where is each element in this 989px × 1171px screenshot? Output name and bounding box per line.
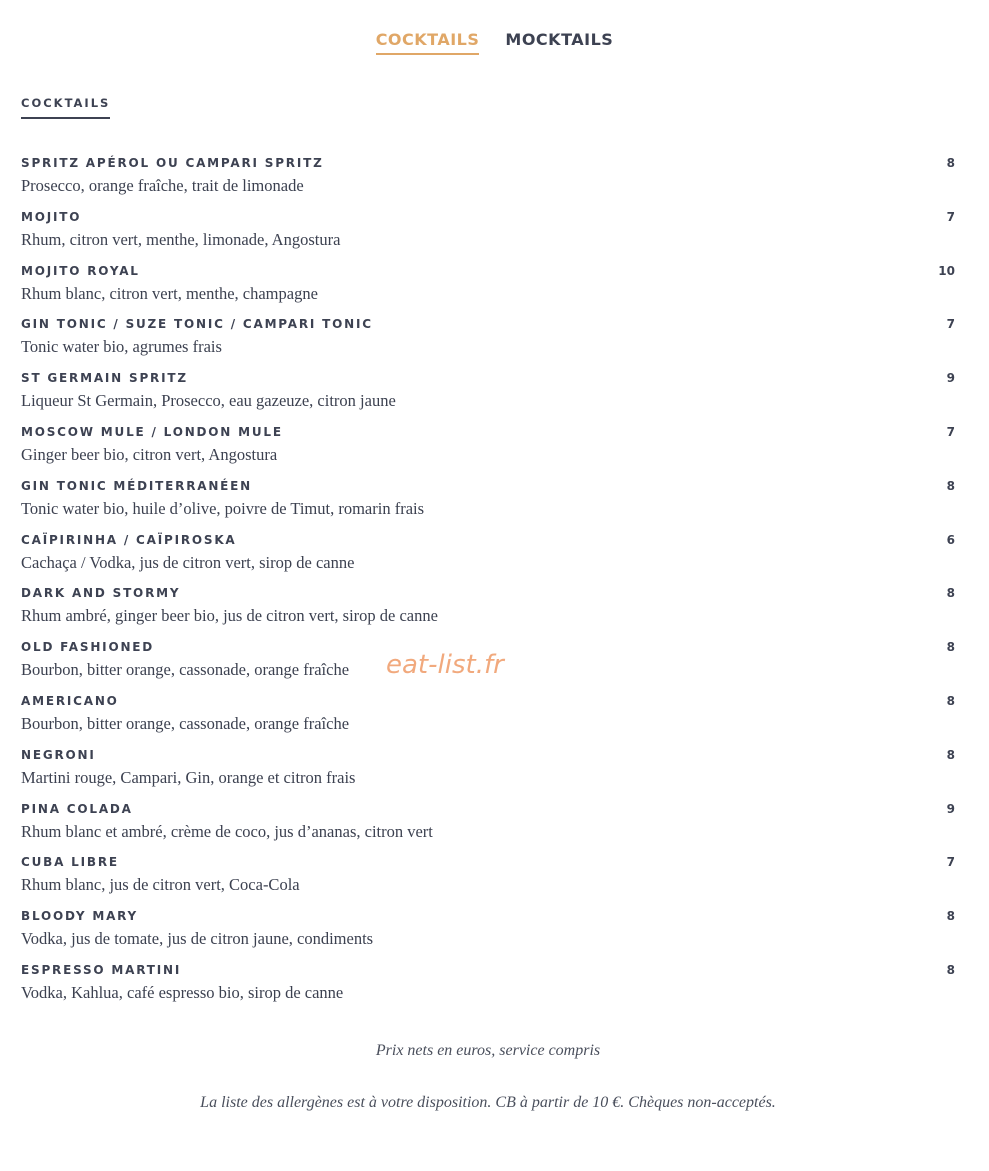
menu-item (21, 209, 955, 263)
menu-item (21, 585, 955, 639)
menu-item-list (21, 155, 955, 1016)
menu-item (21, 747, 955, 801)
menu-item (21, 962, 955, 1016)
item-price: 8 (946, 478, 955, 493)
item-price: 9 (946, 371, 955, 386)
menu-item (21, 155, 955, 209)
item-name: MOSCOW MULE / LONDON MULE (21, 424, 283, 439)
item-price: 8 (946, 693, 955, 708)
item-description: Prosecco, orange fraîche, trait de limonade (21, 176, 304, 195)
footer-prices-note: Prix nets en euros, service compris (375, 1042, 601, 1059)
watermark-text: eat-list.fr (386, 650, 504, 680)
item-description: Martini rouge, Campari, Gin, orange et citron frais (21, 767, 356, 787)
item-description: Tonic water bio, agrumes frais (21, 337, 222, 357)
item-price: 8 (946, 747, 955, 762)
item-name: DARK AND STORMY (21, 586, 181, 601)
item-description: Rhum blanc, jus de citron vert, Coca-Cola (21, 875, 300, 895)
item-name: BLOODY MARY (21, 909, 139, 924)
item-price: 10 (938, 263, 955, 278)
menu-item (21, 532, 955, 586)
item-description: Rhum blanc et ambré, crème de coco, jus d’ananas, citron vert (21, 821, 433, 841)
menu-item (21, 854, 955, 908)
item-name: ESPRESSO MARTINI (21, 962, 182, 977)
item-description: Vodka, jus de tomate, jus de citron jaune, condiments (21, 929, 374, 949)
item-price: 7 (946, 855, 955, 870)
item-price: 7 (946, 424, 955, 439)
item-name: NEGRONI (21, 747, 96, 762)
item-name: GIN TONIC MÉDITERRANÉEN (21, 478, 253, 493)
item-description: Vodka, Kahlua, café espresso bio, sirop de canne (21, 982, 344, 1002)
item-name: CUBA LIBRE (21, 855, 119, 870)
item-name: CAÏPIRINHA / CAÏPIROSKA (21, 532, 237, 547)
item-name: OLD FASHIONED (21, 640, 155, 655)
item-description: Rhum, citron vert, menthe, limonade, Angostura (21, 229, 341, 249)
item-name: PINA COLADA (21, 801, 133, 816)
menu-item (21, 478, 955, 532)
menu-item (21, 316, 955, 370)
item-price: 8 (946, 156, 955, 170)
item-name: AMERICANO (21, 693, 119, 708)
item-description: Ginger beer bio, citron vert, Angostura (21, 444, 278, 464)
item-name: MOJITO ROYAL (21, 263, 140, 278)
tab-mocktails[interactable]: MOCKTAILS (505, 30, 614, 49)
item-description: Tonic water bio, huile d’olive, poivre de Timut, romarin frais (21, 498, 425, 518)
item-price: 8 (946, 640, 955, 655)
item-name: SPRITZ APÉROL OU CAMPARI SPRITZ (21, 156, 324, 170)
item-name: ST GERMAIN SPRITZ (21, 371, 188, 386)
item-price: 6 (946, 532, 955, 547)
menu-item (21, 801, 955, 855)
item-name: GIN TONIC / SUZE TONIC / CAMPARI TONIC (21, 317, 373, 332)
menu-item (21, 370, 955, 424)
tab-cocktails[interactable]: COCKTAILS (376, 30, 480, 55)
item-price: 8 (946, 962, 955, 977)
item-price: 8 (946, 909, 955, 924)
item-name: MOJITO (21, 209, 82, 224)
menu-tabs (0, 30, 989, 55)
item-price: 8 (946, 586, 955, 601)
section-title: COCKTAILS (21, 96, 110, 119)
item-description: Bourbon, bitter orange, cassonade, orange fraîche (21, 713, 350, 733)
item-description: Rhum blanc, citron vert, menthe, champagne (21, 283, 318, 303)
footer-allergens-note: La liste des allergènes est à votre disposition. CB à partir de 10 €. Chèques non-acceptés. (200, 1094, 776, 1111)
item-price: 7 (946, 209, 955, 224)
item-description: Bourbon, bitter orange, cassonade, orange fraîche (21, 660, 350, 680)
item-description: Liqueur St Germain, Prosecco, eau gazeuze, citron jaune (21, 391, 396, 411)
menu-item (21, 693, 955, 747)
item-description: Cachaça / Vodka, jus de citron vert, sirop de canne (21, 552, 355, 572)
item-price: 7 (946, 317, 955, 332)
item-description: Rhum ambré, ginger beer bio, jus de citron vert, sirop de canne (21, 606, 438, 626)
menu-item (21, 908, 955, 962)
menu-item (21, 263, 955, 317)
menu-item (21, 424, 955, 478)
item-price: 9 (946, 801, 955, 816)
